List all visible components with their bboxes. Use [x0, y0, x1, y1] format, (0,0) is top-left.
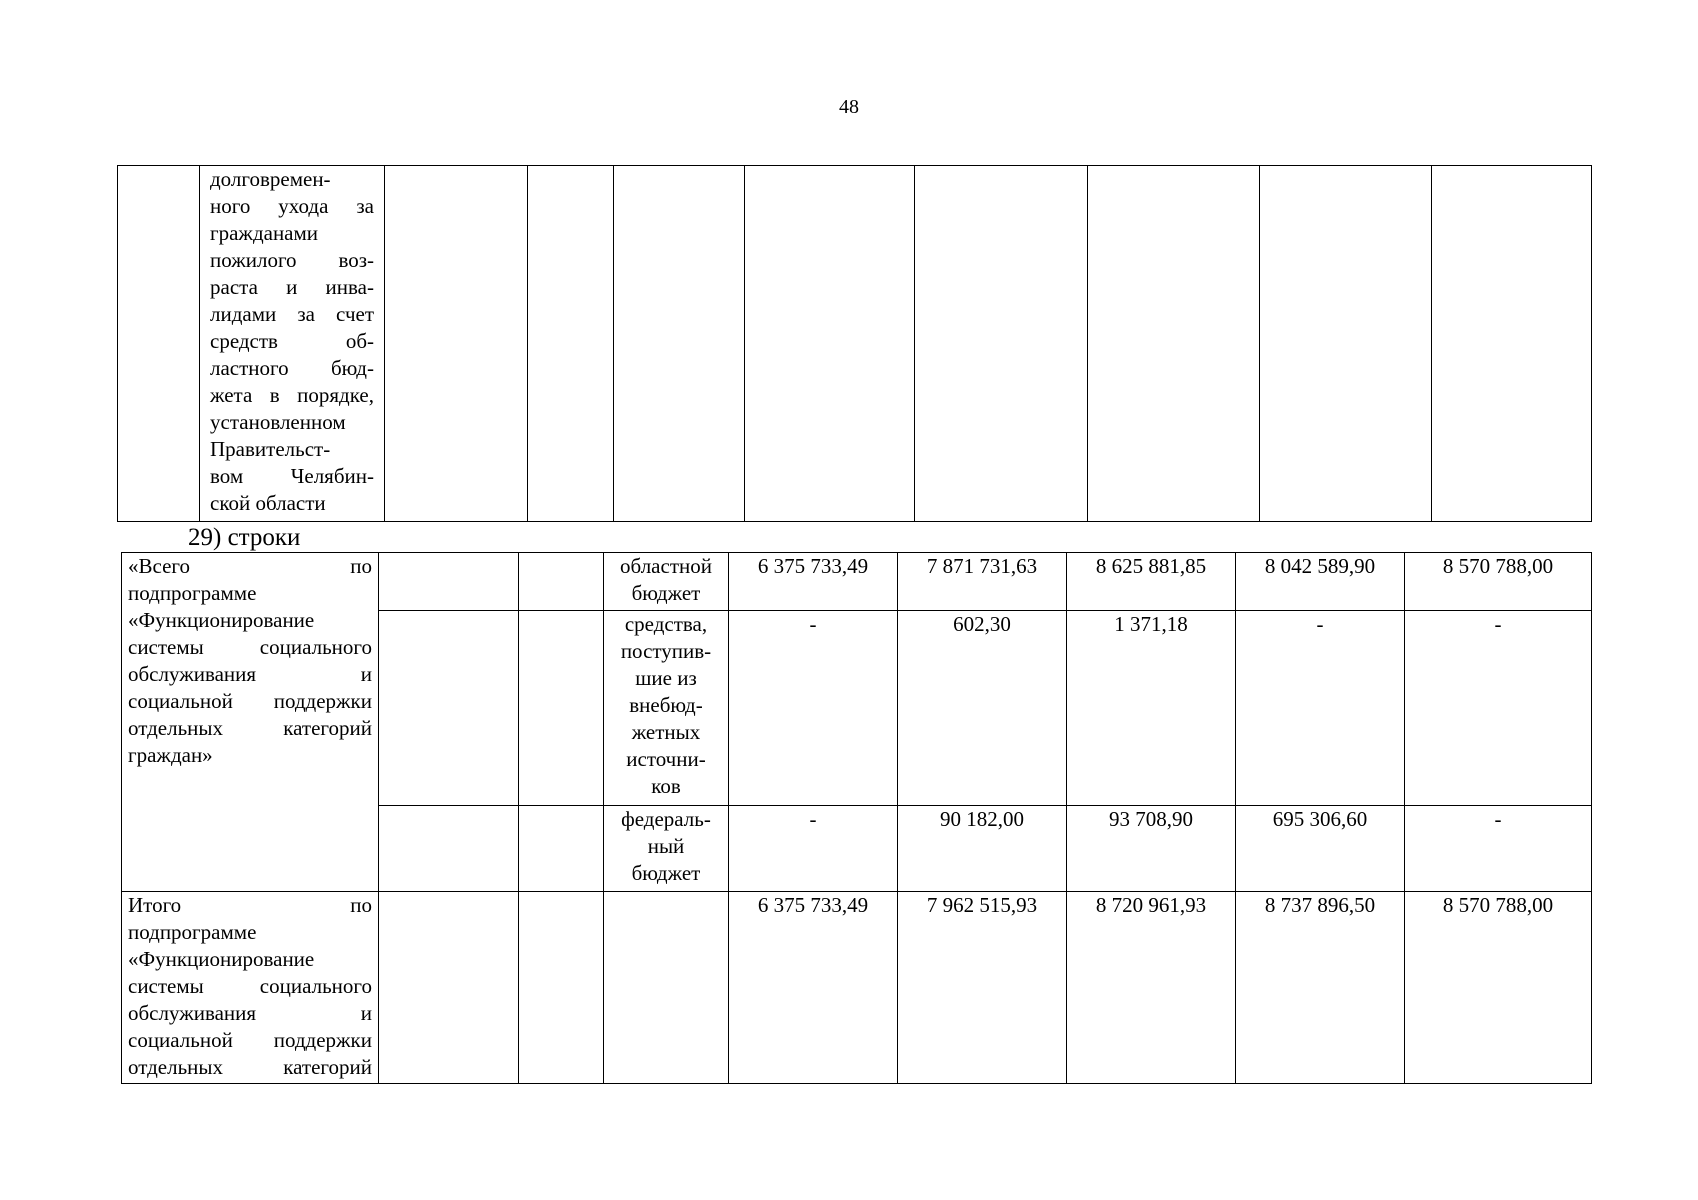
value-cell: -	[729, 611, 898, 806]
text-line: системы социального	[128, 635, 372, 659]
empty-cell	[379, 892, 519, 1084]
text-line: социальной поддержки	[128, 689, 372, 713]
text-line: системы социального	[128, 974, 372, 998]
continuation-table	[117, 165, 1592, 522]
value-cell: 8 570 788,00	[1405, 553, 1592, 611]
empty-cell	[519, 892, 604, 1084]
value-cell: 695 306,60	[1236, 806, 1405, 892]
funding-source-cell	[604, 806, 729, 892]
text-line: «Функционирование	[128, 947, 315, 971]
empty-cell	[118, 166, 200, 522]
empty-cell	[1432, 166, 1592, 522]
empty-cell	[385, 166, 528, 522]
empty-cell	[519, 553, 604, 611]
funding-source-cell	[604, 611, 729, 806]
text-line: Итого по	[128, 893, 372, 917]
value-cell: 1 371,18	[1067, 611, 1236, 806]
value-cell: -	[1405, 806, 1592, 892]
measure-name-cell	[200, 166, 385, 522]
text-line: ков	[651, 774, 681, 798]
text-line: «Функционирование	[128, 608, 315, 632]
value-cell: 8 737 896,50	[1236, 892, 1405, 1084]
text-line: обслуживания и	[128, 1001, 372, 1025]
text-line: внебюд-	[629, 693, 703, 717]
empty-cell	[379, 611, 519, 806]
value-cell: 7 962 515,93	[898, 892, 1067, 1084]
value-cell: 6 375 733,49	[729, 892, 898, 1084]
empty-cell	[379, 806, 519, 892]
value-cell: 8 570 788,00	[1405, 892, 1592, 1084]
text-line: ного ухода за	[210, 194, 374, 218]
text-line: ный	[647, 834, 685, 858]
text-line: источни-	[626, 747, 706, 771]
text-line: «Всего по	[128, 554, 372, 578]
funding-source-cell	[604, 553, 729, 611]
table-row	[122, 892, 1592, 1084]
empty-cell	[614, 166, 745, 522]
value-cell: 90 182,00	[898, 806, 1067, 892]
empty-cell	[379, 553, 519, 611]
value-cell: -	[1405, 611, 1592, 806]
text-line: ластного бюд-	[210, 356, 374, 380]
itogo-name-cell	[122, 892, 379, 1084]
text-line: вом Челябин-	[210, 464, 374, 488]
section-heading: 29) строки	[188, 524, 301, 551]
text-line: ской области	[210, 491, 326, 515]
value-cell: 602,30	[898, 611, 1067, 806]
text-line: граждан»	[128, 743, 213, 767]
text-line: Правительст-	[210, 437, 331, 461]
text-line: шие из	[635, 666, 697, 690]
empty-cell	[915, 166, 1088, 522]
text-line: долговремен-	[210, 167, 331, 191]
value-cell: 8 042 589,90	[1236, 553, 1405, 611]
table-row	[122, 553, 1592, 611]
empty-cell	[745, 166, 915, 522]
empty-cell	[604, 892, 729, 1084]
text-line: пожилого воз-	[210, 248, 374, 272]
value-cell: 7 871 731,63	[898, 553, 1067, 611]
text-line: областной	[620, 554, 712, 578]
text-line: социальной поддержки	[128, 1028, 372, 1052]
text-line: подпрограмме	[128, 581, 257, 605]
text-line: установленном	[210, 410, 346, 434]
text-line: бюджет	[631, 581, 701, 605]
text-line: бюджет	[631, 861, 701, 885]
text-line: отдельных категорий	[128, 1055, 372, 1079]
text-line: подпрограмме	[128, 920, 257, 944]
empty-cell	[519, 611, 604, 806]
value-cell: 8 720 961,93	[1067, 892, 1236, 1084]
value-cell: -	[729, 806, 898, 892]
text-line: жетных	[631, 720, 701, 744]
text-line: поступив-	[620, 639, 712, 663]
text-line: лидами за счет	[210, 302, 374, 326]
text-line: гражданами	[210, 221, 319, 245]
text-line: жета в порядке,	[210, 383, 374, 407]
text-line: отдельных категорий	[128, 716, 372, 740]
text-line: обслуживания и	[128, 662, 372, 686]
value-cell: 6 375 733,49	[729, 553, 898, 611]
empty-cell	[1260, 166, 1432, 522]
text-line: средства,	[624, 612, 708, 636]
empty-cell	[1088, 166, 1260, 522]
budget-table	[121, 552, 1592, 1084]
total-name-cell	[122, 553, 379, 892]
text-line: федераль-	[621, 807, 711, 831]
value-cell: -	[1236, 611, 1405, 806]
value-cell: 93 708,90	[1067, 806, 1236, 892]
empty-cell	[519, 806, 604, 892]
text-line: раста и инва-	[210, 275, 374, 299]
empty-cell	[528, 166, 614, 522]
value-cell: 8 625 881,85	[1067, 553, 1236, 611]
text-line: средств об-	[210, 329, 374, 353]
page-number: 48	[839, 96, 859, 118]
